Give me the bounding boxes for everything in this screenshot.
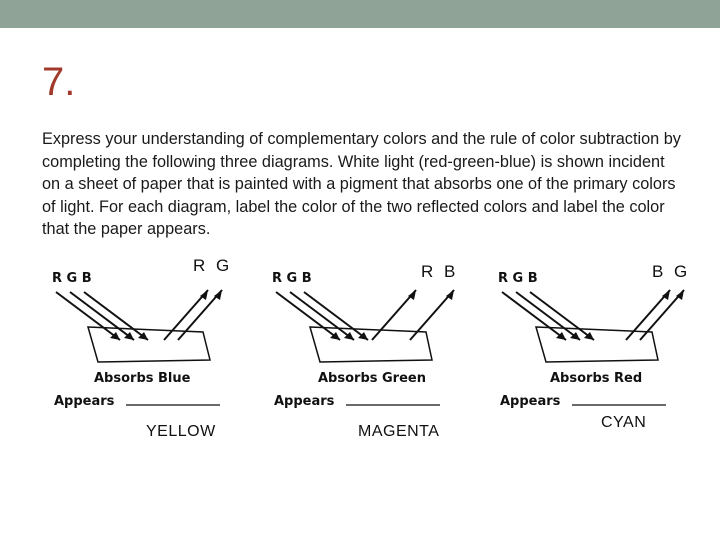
appears-answer-2: MAGENTA <box>358 423 440 440</box>
reflected-ray-2 <box>410 290 454 340</box>
diagram-absorbs-green <box>268 262 488 412</box>
incident-ray-green <box>516 292 580 340</box>
question-text: Express your understanding of complementary colors and the rule of color subtraction by completing the following three diagrams. White light (red-green-blue) is shown incident on a sheet of paper that is painted with a pigment that absorbs one of the primary colors of light. For each diagram, label the color of the two reflected colors and label the color that the paper appears. <box>42 130 681 238</box>
appears-label: Appears <box>54 394 115 409</box>
diagram-1-drawing <box>48 262 268 412</box>
reflected-answer-2: R B <box>421 262 459 281</box>
slide-number: 7. <box>42 60 76 104</box>
incident-ray-red <box>502 292 566 340</box>
appears-answer-1: YELLOW <box>146 423 216 440</box>
incident-ray-green <box>70 292 134 340</box>
diagram-3-drawing <box>494 262 714 412</box>
diagram-absorbs-blue <box>48 262 268 412</box>
reflected-answer-3: B G <box>652 262 691 281</box>
reflected-ray-2 <box>640 290 684 340</box>
appears-answer-3: CYAN <box>601 414 647 431</box>
reflected-answer-1: R G <box>193 256 233 275</box>
diagram-absorbs-red <box>494 262 714 412</box>
incident-label: R G B <box>498 271 538 286</box>
reflected-ray-1 <box>372 290 416 340</box>
absorbs-label: Absorbs Red <box>550 371 643 386</box>
incident-ray-red <box>276 292 340 340</box>
incident-ray-green <box>290 292 354 340</box>
incident-ray-red <box>56 292 120 340</box>
absorbs-label: Absorbs Green <box>318 371 426 386</box>
paper-sheet <box>88 327 210 362</box>
absorbs-label: Absorbs Blue <box>94 371 191 386</box>
appears-label: Appears <box>274 394 335 409</box>
top-accent-bar <box>0 0 720 28</box>
appears-label: Appears <box>500 394 561 409</box>
incident-label: R G B <box>52 271 92 286</box>
incident-label: R G B <box>272 271 312 286</box>
diagram-2-drawing <box>268 262 488 412</box>
